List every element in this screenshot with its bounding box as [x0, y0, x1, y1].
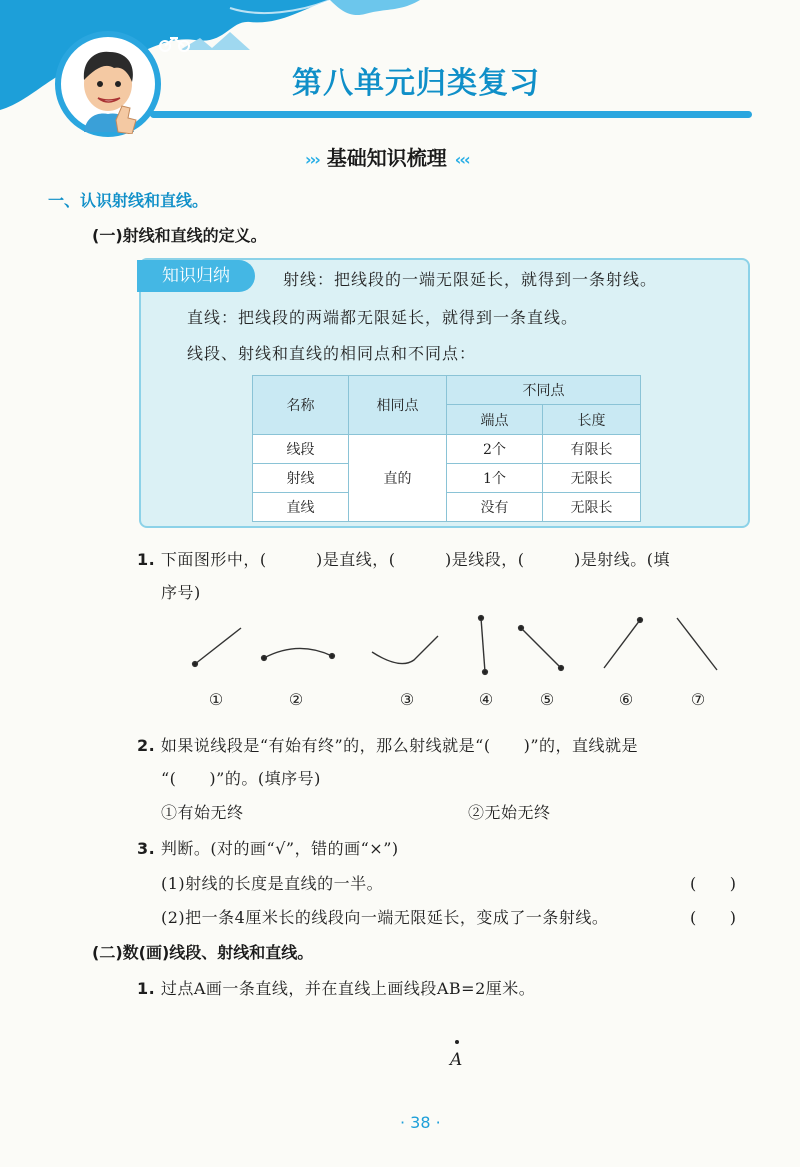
header-same: 相同点 [349, 376, 447, 435]
option-1: ①有始无终 [161, 803, 244, 822]
section-heading-1: 一、认识射线和直线。 [48, 191, 209, 210]
boy-mascot-avatar [64, 44, 154, 134]
row-endpoint: 1个 [447, 464, 543, 493]
comparison-table [252, 375, 641, 522]
header-different: 不同点 [447, 376, 641, 405]
row-endpoint: 没有 [447, 493, 543, 522]
question-number: 3. [137, 839, 156, 858]
part2-heading: (二)数(画)线段、射线和直线。 [92, 943, 314, 962]
figure-7 [677, 618, 717, 670]
question-text: 下面图形中，( )是直线，( )是线段，( )是射线。(填 [160, 550, 671, 569]
part2-question-1 [137, 976, 535, 999]
figure-3 [372, 636, 438, 664]
same-value: 直的 [349, 435, 447, 522]
judge-item-1: (1)射线的长度是直线的一半。 [161, 874, 384, 893]
figure-2 [262, 648, 335, 660]
question-number: 1. [137, 979, 156, 998]
row-length: 有限长 [543, 435, 641, 464]
row-name: 线段 [253, 435, 349, 464]
figure-label: ⑤ [539, 690, 555, 709]
part1-heading: (一)射线和直线的定义。 [92, 226, 267, 245]
judge-item-2: (2)把一条4厘米长的线段向一端无限延长，变成了一条射线。 [161, 908, 609, 927]
arrow-left-icon: ‹‹‹ [454, 150, 469, 169]
figure-5 [519, 626, 564, 671]
question-1-line2: 序号) [161, 583, 201, 602]
section-subtitle [305, 142, 469, 171]
figure-label: ⑥ [618, 690, 634, 709]
row-length: 无限长 [543, 464, 641, 493]
row-length: 无限长 [543, 493, 641, 522]
question-1 [137, 547, 670, 570]
point-a-dot [455, 1040, 459, 1044]
figure-1 [193, 628, 241, 666]
line-figures [180, 608, 740, 688]
line-definition: 直线：把线段的两端都无限延长，就得到一条直线。 [187, 308, 579, 327]
header-length: 长度 [543, 405, 641, 435]
question-number: 2. [137, 736, 156, 755]
figure-4 [479, 616, 488, 675]
question-text: 如果说线段是“有始有终”的，那么射线就是“( )”的，直线就是 [160, 736, 639, 755]
arrow-right-icon: ››› [305, 150, 319, 169]
knowledge-badge: 知识归纳 [137, 260, 255, 292]
subtitle-text: 基础知识梳理 [326, 146, 447, 170]
figure-label: ① [208, 690, 224, 709]
figure-label: ④ [478, 690, 494, 709]
option-2: ②无始无终 [468, 803, 551, 822]
row-endpoint: 2个 [447, 435, 543, 464]
ray-definition: 射线：把线段的一端无限延长，就得到一条射线。 [283, 270, 658, 289]
question-2 [137, 733, 638, 756]
question-text: 过点A画一条直线，并在直线上画线段AB=2厘米。 [160, 979, 536, 998]
figure-label: ⑦ [690, 690, 706, 709]
question-2-line2: “( )”的。(填序号) [161, 769, 321, 788]
header-name: 名称 [253, 376, 349, 435]
question-number: 1. [137, 550, 156, 569]
compare-intro: 线段、射线和直线的相同点和不同点： [187, 344, 477, 363]
page-number: · 38 · [400, 1113, 441, 1132]
figure-label: ③ [399, 690, 415, 709]
row-name: 直线 [253, 493, 349, 522]
figure-6 [604, 618, 642, 668]
unit-title: 第八单元归类复习 [292, 66, 540, 101]
point-a-label: A [450, 1050, 463, 1070]
header-endpoint: 端点 [447, 405, 543, 435]
answer-paren-1[interactable]: ( ) [690, 874, 737, 893]
question-text: 判断。(对的画“√”，错的画“×”) [160, 839, 399, 858]
question-3 [137, 836, 399, 859]
answer-paren-2[interactable]: ( ) [690, 908, 737, 927]
row-name: 射线 [253, 464, 349, 493]
figure-label: ② [288, 690, 304, 709]
